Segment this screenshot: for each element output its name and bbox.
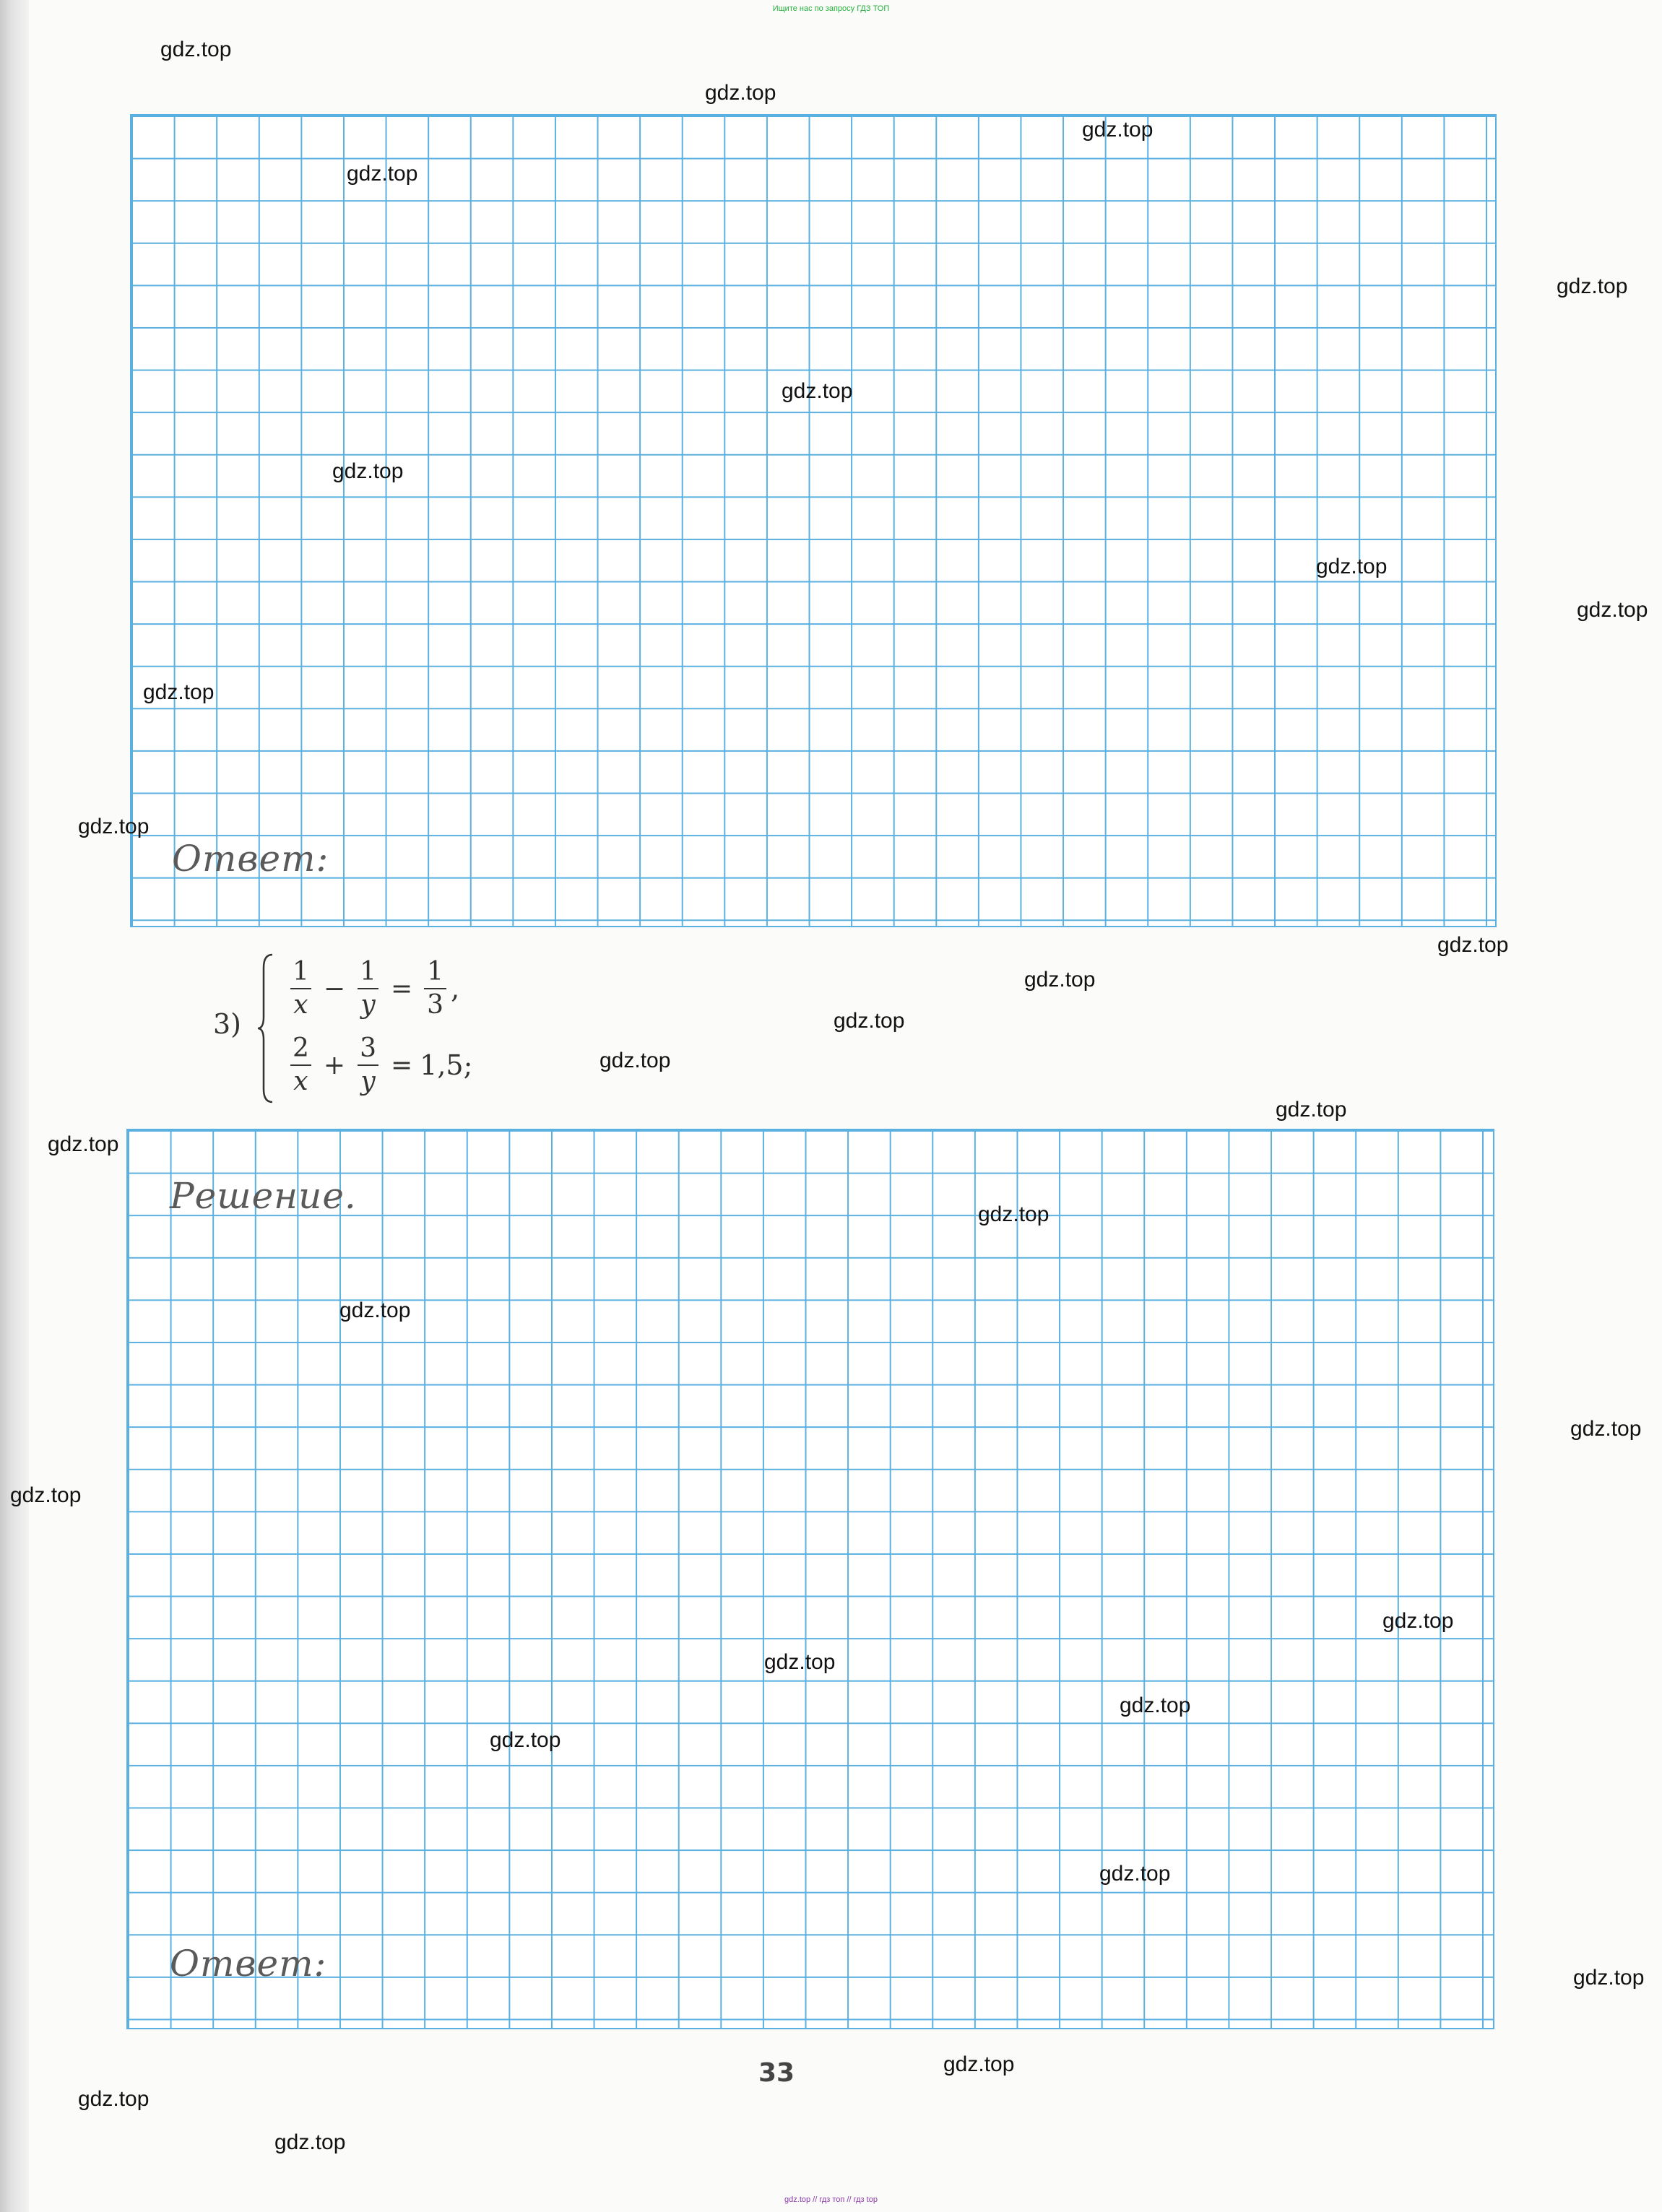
minus-sign: − (323, 973, 346, 1004)
watermark: gdz.top (834, 1009, 905, 1033)
problem-number: 3) (213, 1008, 242, 1040)
equals-sign: = (390, 973, 413, 1004)
watermark: gdz.top (78, 815, 150, 838)
watermark: gdz.top (48, 1132, 119, 1156)
system-brace (256, 953, 275, 1103)
watermark: gdz.top (1577, 598, 1648, 622)
watermark: gdz.top (160, 38, 232, 61)
fraction-1-3: $\frac{1}{3}$ (424, 956, 446, 1021)
watermark: gdz.top (274, 2130, 346, 2154)
watermark: gdz.top (1557, 274, 1628, 298)
bottom-footer[interactable]: gdz.top // гдз топ // гдз top (784, 2195, 878, 2204)
watermark: gdz.top (10, 1483, 82, 1507)
watermark: gdz.top (782, 379, 853, 403)
watermark: gdz.top (78, 2087, 150, 2111)
fraction-3-y: $\frac{3}{y}$ (357, 1033, 379, 1098)
plus-sign: + (323, 1050, 346, 1080)
page-number: 33 (758, 2058, 795, 2088)
watermark: gdz.top (347, 162, 418, 186)
watermark: gdz.top (1382, 1609, 1454, 1633)
watermark: gdz.top (600, 1049, 671, 1072)
watermark: gdz.top (1099, 1862, 1171, 1886)
answer-grid-1 (130, 114, 1497, 927)
watermark: gdz.top (332, 459, 404, 483)
watermark: gdz.top (339, 1298, 411, 1322)
fraction-1-x: $\frac{1}{x}$ (290, 956, 312, 1021)
equals-sign: = (390, 1050, 413, 1080)
watermark: gdz.top (1573, 1966, 1645, 1990)
watermark: gdz.top (943, 2052, 1015, 2076)
top-banner[interactable]: Ищите нас по запросу ГДЗ ТОП (772, 4, 890, 13)
watermark: gdz.top (705, 81, 776, 105)
answer-label-1: Ответ: (172, 838, 329, 880)
answer-label-2: Ответ: (170, 1943, 327, 1985)
watermark: gdz.top (143, 680, 215, 704)
watermark: gdz.top (1316, 555, 1388, 578)
fraction-1-y: $\frac{1}{y}$ (357, 956, 379, 1021)
comma: , (451, 973, 460, 1005)
rhs-value: 1,5; (420, 1049, 473, 1081)
solution-grid-2 (126, 1129, 1494, 2029)
watermark: gdz.top (1276, 1098, 1347, 1122)
watermark: gdz.top (764, 1650, 836, 1674)
watermark: gdz.top (978, 1202, 1049, 1226)
watermark: gdz.top (1024, 968, 1096, 992)
watermark: gdz.top (1120, 1693, 1191, 1717)
watermark: gdz.top (490, 1728, 561, 1752)
book-spine-shadow (0, 0, 29, 2212)
equation-2 (285, 1033, 472, 1098)
watermark: gdz.top (1570, 1417, 1642, 1441)
solution-label-2: Решение. (170, 1175, 357, 1217)
watermark: gdz.top (1437, 933, 1509, 957)
fraction-2-x: $\frac{2}{x}$ (290, 1033, 312, 1098)
watermark: gdz.top (1082, 118, 1154, 142)
equation-1 (285, 956, 459, 1021)
